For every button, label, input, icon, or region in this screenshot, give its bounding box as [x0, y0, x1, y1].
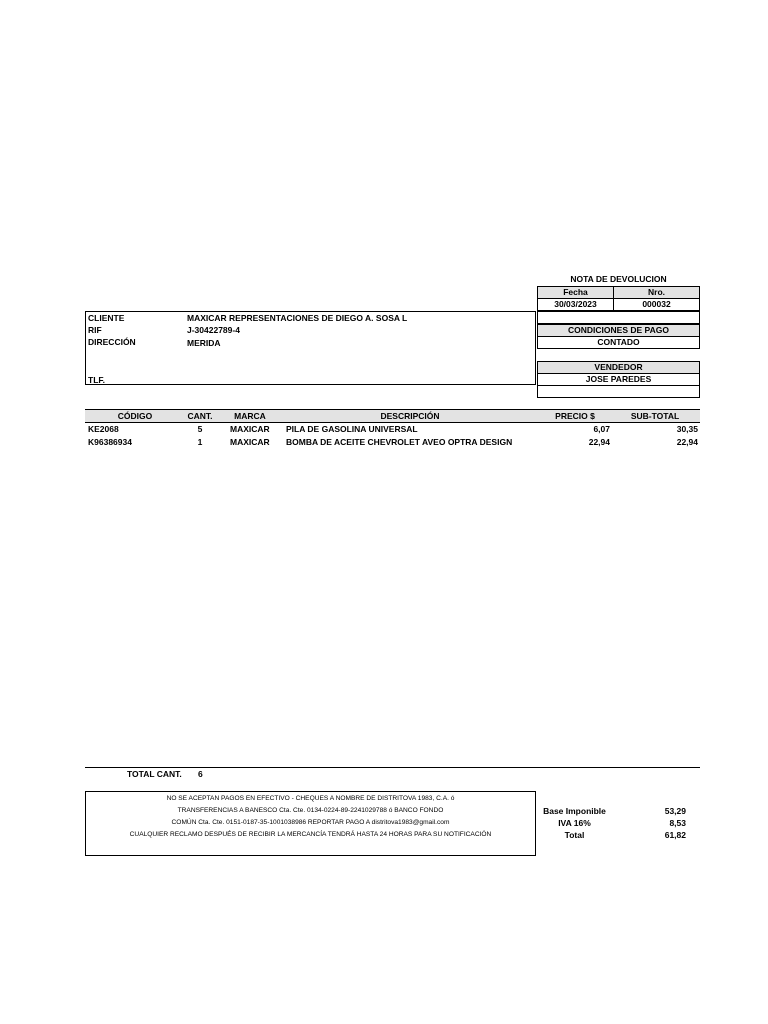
row-subtotal: 30,35	[676, 424, 698, 434]
header-codigo: CÓDIGO	[117, 411, 153, 421]
total-cant-label: TOTAL CANT.	[127, 769, 182, 779]
cliente-label: CLIENTE	[88, 313, 125, 323]
table-row	[0, 424, 768, 436]
direccion-label: DIRECCIÓN	[88, 337, 136, 347]
note-line: TRANSFERENCIAS A BANESCO Cta. Cte. 0134-0224-89-2241029788 ó BANCO FONDO	[177, 807, 444, 814]
row-cant: 1	[197, 437, 203, 447]
row-marca: MAXICAR	[230, 424, 270, 434]
note-line: CUALQUIER RECLAMO DESPUÉS DE RECIBIR LA MERCANCÍA TENDRÁ HASTA 24 HORAS PARA SU NOTIFICACIÓN	[129, 831, 492, 838]
blank-row	[537, 311, 700, 324]
nro-label: Nro.	[613, 286, 700, 299]
note-line: NO SE ACEPTAN PAGOS EN EFECTIVO - CHEQUES A NOMBRE DE DISTRITOVA 1983, C.A. ó	[166, 795, 455, 802]
rif-value: J-30422789-4	[187, 325, 240, 335]
header-subtotal: SUB-TOTAL	[630, 411, 680, 421]
row-precio: 6,07	[593, 424, 610, 434]
document-title: NOTA DE DEVOLUCION	[570, 274, 667, 284]
total-cant-value: 6	[198, 769, 203, 779]
seller-label: VENDEDOR	[537, 361, 700, 374]
iva-value: 8,53	[669, 818, 686, 828]
row-marca: MAXICAR	[230, 437, 270, 447]
nro-value: 000032	[613, 298, 700, 311]
fecha-label: Fecha	[537, 286, 614, 299]
note-line: COMÚN Cta. Cte. 0151-0187-35-1001038986 REPORTAR PAGO A distritova1983@gmail.com	[171, 819, 450, 826]
row-codigo: K96386934	[88, 437, 132, 447]
tlf-label: TLF.	[88, 375, 105, 385]
row-descripcion: PILA DE GASOLINA UNIVERSAL	[286, 424, 418, 434]
header-precio: PRECIO $	[555, 411, 595, 421]
fecha-value: 30/03/2023	[537, 298, 614, 311]
row-codigo: KE2068	[88, 424, 119, 434]
base-imponible-value: 53,29	[664, 806, 686, 816]
total-label: Total	[564, 830, 585, 840]
payment-value: CONTADO	[537, 336, 700, 349]
row-cant: 5	[197, 424, 203, 434]
seller-value: JOSE PAREDES	[537, 373, 700, 386]
table-row	[0, 437, 768, 449]
seller-blank-row	[537, 385, 700, 398]
row-precio: 22,94	[588, 437, 610, 447]
header-marca: MARCA	[234, 411, 266, 421]
cliente-value: MAXICAR REPRESENTACIONES DE DIEGO A. SOSA L	[187, 313, 408, 323]
rif-label: RIF	[88, 325, 102, 335]
iva-label: IVA 16%	[558, 818, 591, 828]
payment-label: CONDICIONES DE PAGO	[537, 324, 700, 337]
table-bottom-rule	[85, 767, 700, 768]
header-cant: CANT.	[187, 411, 213, 421]
table-header-rule	[85, 422, 700, 423]
base-imponible-label: Base Imponible	[543, 806, 606, 816]
row-subtotal: 22,94	[676, 437, 698, 447]
total-value: 61,82	[664, 830, 686, 840]
header-descripcion: DESCRIPCIÓN	[380, 411, 440, 421]
direccion-value: MERIDA	[187, 338, 221, 348]
row-descripcion: BOMBA DE ACEITE CHEVROLET AVEO OPTRA DESIGN	[286, 437, 513, 447]
